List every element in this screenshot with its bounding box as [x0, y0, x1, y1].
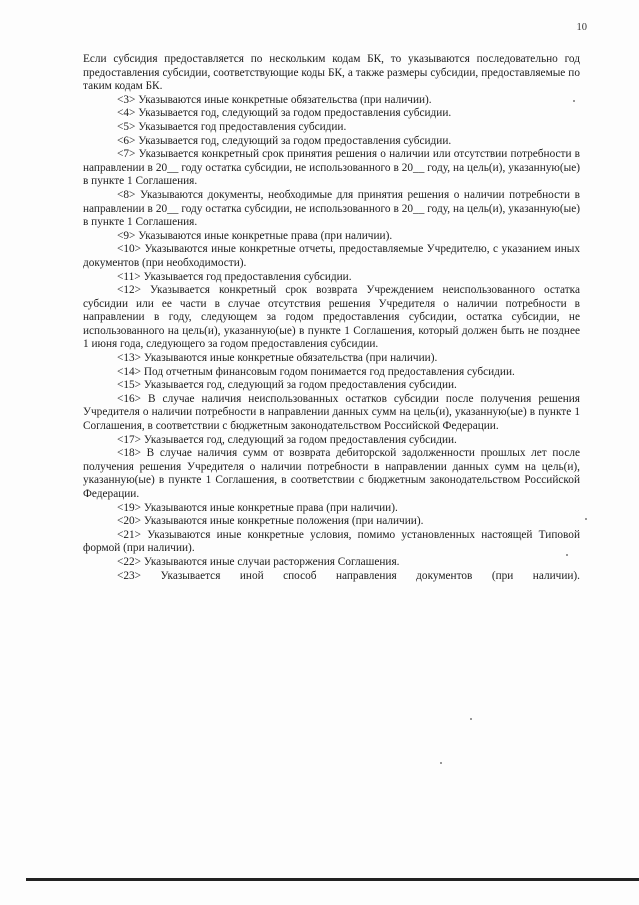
footnote-21: <21> Указываются иные конкретные условия, помимо установленных настоящей Типовой формой (при наличии). — [83, 528, 580, 555]
page-number: 10 — [576, 22, 587, 33]
footnote-13: <13> Указываются иные конкретные обязательства (при наличии). — [117, 352, 438, 365]
scan-speck — [566, 554, 568, 556]
footnote-11: <11> Указывается год предоставления субсидии. — [117, 270, 352, 283]
footnote-3: <3> Указываются иные конкретные обязательства (при наличии). — [117, 93, 432, 106]
footnote-4: <4> Указывается год, следующий за годом предоставления субсидии. — [117, 107, 452, 120]
footnote-15: <15> Указывается год, следующий за годом предоставления субсидии. — [117, 379, 457, 392]
footnote-16: <16> В случае наличия неиспользованных остатков субсидии после получения решения Учредителя о наличии потребности в направлении данных сумм на цель(и), указанную(ые) в пункте 1 Соглашения, в соответствии с бюджетным законодательством Российской Федерации. — [83, 392, 580, 433]
footnote-20: <20> Указываются иные конкретные положения (при наличии). — [117, 515, 424, 528]
scan-speck — [440, 762, 442, 764]
footnote-12: <12> Указывается конкретный срок возврата Учреждением неиспользованного остатка субсидии или ее части в случае отсутствия решения Учредителя о наличии потребности в направлении в году, следующем за годом предоставления субсидии, остатка субсидии, не использованного на цель(и), указанную(ые) в пункте 1 Соглашения, который должен быть не позднее 1 июня года, следующего за годом предоставления субсидии. — [83, 284, 580, 351]
scan-speck — [573, 100, 575, 102]
footnote-6: <6> Указывается год, следующий за годом предоставления субсидии. — [117, 134, 452, 147]
footnotes-text — [83, 53, 580, 583]
footnote-9: <9> Указываются иные конкретные права (при наличии). — [117, 229, 393, 242]
footnote-19: <19> Указываются иные конкретные права (при наличии). — [117, 501, 398, 514]
footnote-22: <22> Указываются иные случаи расторжения Соглашения. — [117, 555, 400, 568]
footnote-18: <18> В случае наличия сумм от возврата дебиторской задолженности прошлых лет после получения решения Учредителя о наличии потребности в направлении данных сумм на цель(и), указанную(ые) в пункте 1 Соглашения, в соответствии с бюджетным законодательством Российской Федерации. — [83, 447, 580, 500]
footnote-8: <8> Указываются документы, необходимые для принятия решения о наличии потребности в направлении в 20__ году остатка субсидии, не использованного в 20__ году, на цель(и), указанную(ые) в пункте 1 Соглашения. — [83, 188, 580, 229]
paragraph-intro: Если субсидия предоставляется по нескольким кодам БК, то указываются последовательно год предоставления субсидии, соответствующие коды БК, а также размеры субсидии, предоставляемые по таким кодам БК. — [83, 53, 580, 93]
footnote-17: <17> Указывается год, следующий за годом предоставления субсидии. — [117, 433, 457, 446]
footnote-10: <10> Указываются иные конкретные отчеты, предоставляемые Учредителю, с указанием иных документов (при необходимости). — [83, 243, 580, 269]
footnote-23: <23> Указывается иной способ направления документов (при наличии). — [117, 569, 580, 582]
page-bottom-border — [26, 878, 639, 881]
footnote-7: <7> Указывается конкретный срок принятия решения о наличии или отсутствии потребности в направлении в 20__ году остатка субсидии, не использованного в 20__ году, на цель(и), указанную(ые) в пункте 1 Соглашения. — [83, 148, 580, 188]
footnote-5: <5> Указывается год предоставления субсидии. — [117, 120, 347, 133]
scan-speck — [585, 518, 587, 520]
footnote-14: <14> Под отчетным финансовым годом понимается год предоставления субсидии. — [117, 365, 515, 378]
scan-speck — [470, 718, 472, 720]
